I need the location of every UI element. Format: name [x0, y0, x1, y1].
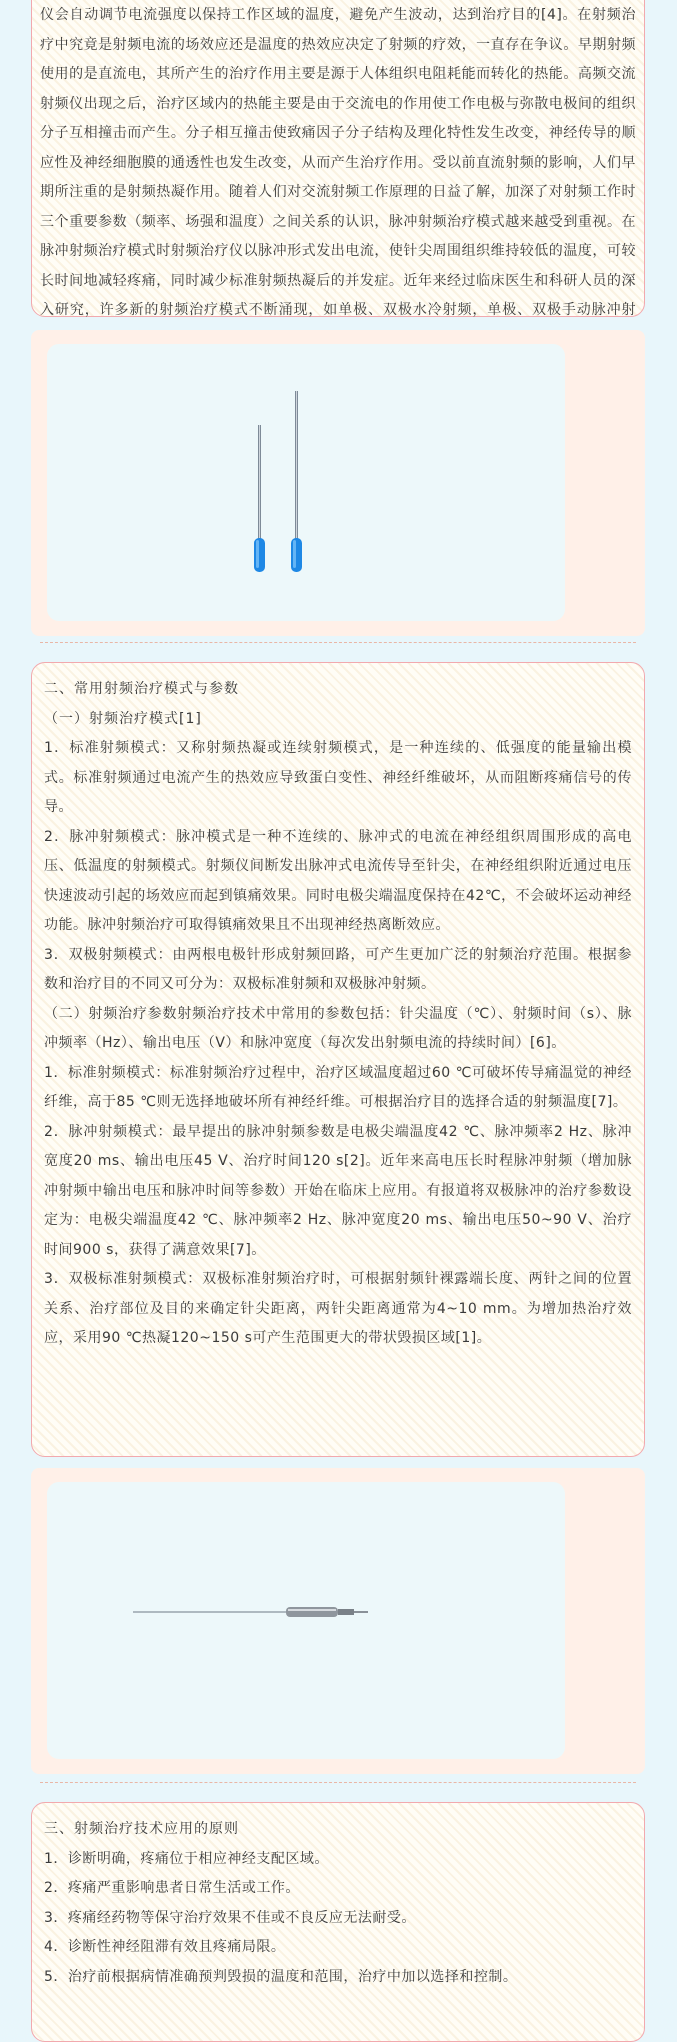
section-divider: [40, 1782, 636, 1783]
section-two-card: [31, 662, 645, 1457]
principle-1: 1．诊断明确，疼痛位于相应神经支配区域。: [44, 1850, 329, 1867]
principle-3: 3．疼痛经药物等保守治疗效果不佳或不良反应无法耐受。: [44, 1909, 416, 1926]
mode-1-paragraph: 1．标准射频模式：又称射频热凝或连续射频模式，是一种连续的、低强度的能量输出模式。标准射频通过电流产生的热效应导致蛋白变性、神经纤维破坏，从而阻断疼痛信号的传导。: [44, 740, 632, 815]
mode-3-paragraph: 3．双极射频模式：由两根电极针形成射频回路，可产生更加广泛的射频治疗范围。根据参数和治疗目的不同又可分为：双极标准射频和双极脉冲射频。: [44, 946, 632, 992]
subsection-one-title: （一）射频治疗模式[1]: [44, 710, 202, 727]
photo-frame: [47, 1482, 565, 1759]
needle-figure-1: [31, 330, 645, 636]
intro-text-card: [31, 0, 645, 317]
photo-frame: [47, 344, 565, 621]
section-three-card: [31, 1802, 645, 2042]
subsection-two-title: （二）射频治疗参数射频治疗技术中常用的参数包括：针尖温度（℃）、射频时间（s）、脉冲频率（Hz）、输出电压（V）和脉冲宽度（每次发出射频电流的持续时间）[6]。: [44, 1005, 632, 1051]
rf-needle-horizontal-image: [47, 1482, 565, 1759]
section-three-title: 三、射频治疗技术应用的原则: [44, 1821, 239, 1837]
param-1-paragraph: 1．标准射频模式：标准射频治疗过程中，治疗区域温度超过60 ℃可破坏传导痛温觉的神经纤维，高于85 ℃则无选择地破坏所有神经纤维。可根据治疗目的选择合适的射频温度[7]。: [44, 1064, 632, 1110]
mode-2-paragraph: 2．脉冲射频模式：脉冲模式是一种不连续的、脉冲式的电流在神经组织周围形成的高电压、低温度的射频模式。射频仪间断发出脉冲式电流传导至针尖，在神经组织附近通过电压快速波动引起的场效应而起到镇痛效果。同时电极尖端温度保持在42℃，不会破坏运动神经功能。脉冲射频治疗可取得镇痛效果且不出现神经热离断效应。: [44, 828, 632, 933]
section-divider: [40, 642, 636, 643]
principle-5: 5．治疗前根据病情准确预判毁损的温度和范围，治疗中加以选择和控制。: [44, 1968, 518, 1985]
needle-figure-2: [31, 1468, 645, 1774]
section-two-title: 二、常用射频治疗模式与参数: [44, 681, 239, 697]
param-2-paragraph: 2．脉冲射频模式：最早提出的脉冲射频参数是电极尖端温度42 ℃、脉冲频率2 Hz、脉冲宽度20 ms、输出电压45 V、治疗时间120 s[2]。近年来高电压长时程脉冲射频（增加脉冲射频中输出电压和脉冲时间等参数）开始在临床上应用。有报道将双极脉冲的治疗参数设定为：电极尖端温度42 ℃、脉冲频率2 Hz、脉冲宽度20 ms、输出电压50~90 V、治疗时间900 s，获得了满意效果[7]。: [44, 1123, 632, 1258]
rf-needle-pair-image: [47, 344, 565, 621]
principle-4: 4．诊断性神经阻滞有效且疼痛局限。: [44, 1939, 286, 1955]
principle-2: 2．疼痛严重影响患者日常生活或工作。: [44, 1880, 300, 1896]
intro-paragraph: 仪会自动调节电流强度以保持工作区域的温度，避免产生波动，达到治疗目的[4]。在射频治疗中究竟是射频电流的场效应还是温度的热效应决定了射频的疗效，一直存在争议。早期射频使用的是直流电，其所产生的治疗作用主要是源于人体组织电阻耗能而转化的热能。高频交流射频仪出现之后，治疗区域内的热能主要是由于交流电的作用使工作电极与弥散电极间的组织分子互相撞击而产生。分子相互撞击使致痛因子分子结构及理化特性发生改变，神经传导的顺应性及神经细胞膜的通透性也发生改变，从而产生治疗作用。受以前直流射频的影响，人们早期所注重的是射频热凝作用。随着人们对交流射频工作原理的日益了解，加深了对射频工作时三个重要参数（频率、场强和温度）之间关系的认识，脉冲射频治疗模式越来越受到重视。在脉冲射频治疗模式时射频治疗仪以脉冲形式发出电流，使针尖周围组织维持较低的温度，可较长时间地减轻疼痛，同时减少标准射频热凝后的并发症。近年来经过临床医生和科研人员的深入研究，许多新的射频治疗模式不断涌现，如单极、双极水冷射频，单极、双极手动脉冲射: [40, 7, 636, 318]
param-3-paragraph: 3．双极标准射频模式：双极标准射频治疗时，可根据射频针裸露端长度、两针之间的位置关系、治疗部位及目的来确定针尖距离，两针尖距离通常为4~10 mm。为增加热治疗效应，采用90 ℃热凝120~150 s可产生范围更大的带状毁损区域[1]。: [44, 1271, 632, 1346]
